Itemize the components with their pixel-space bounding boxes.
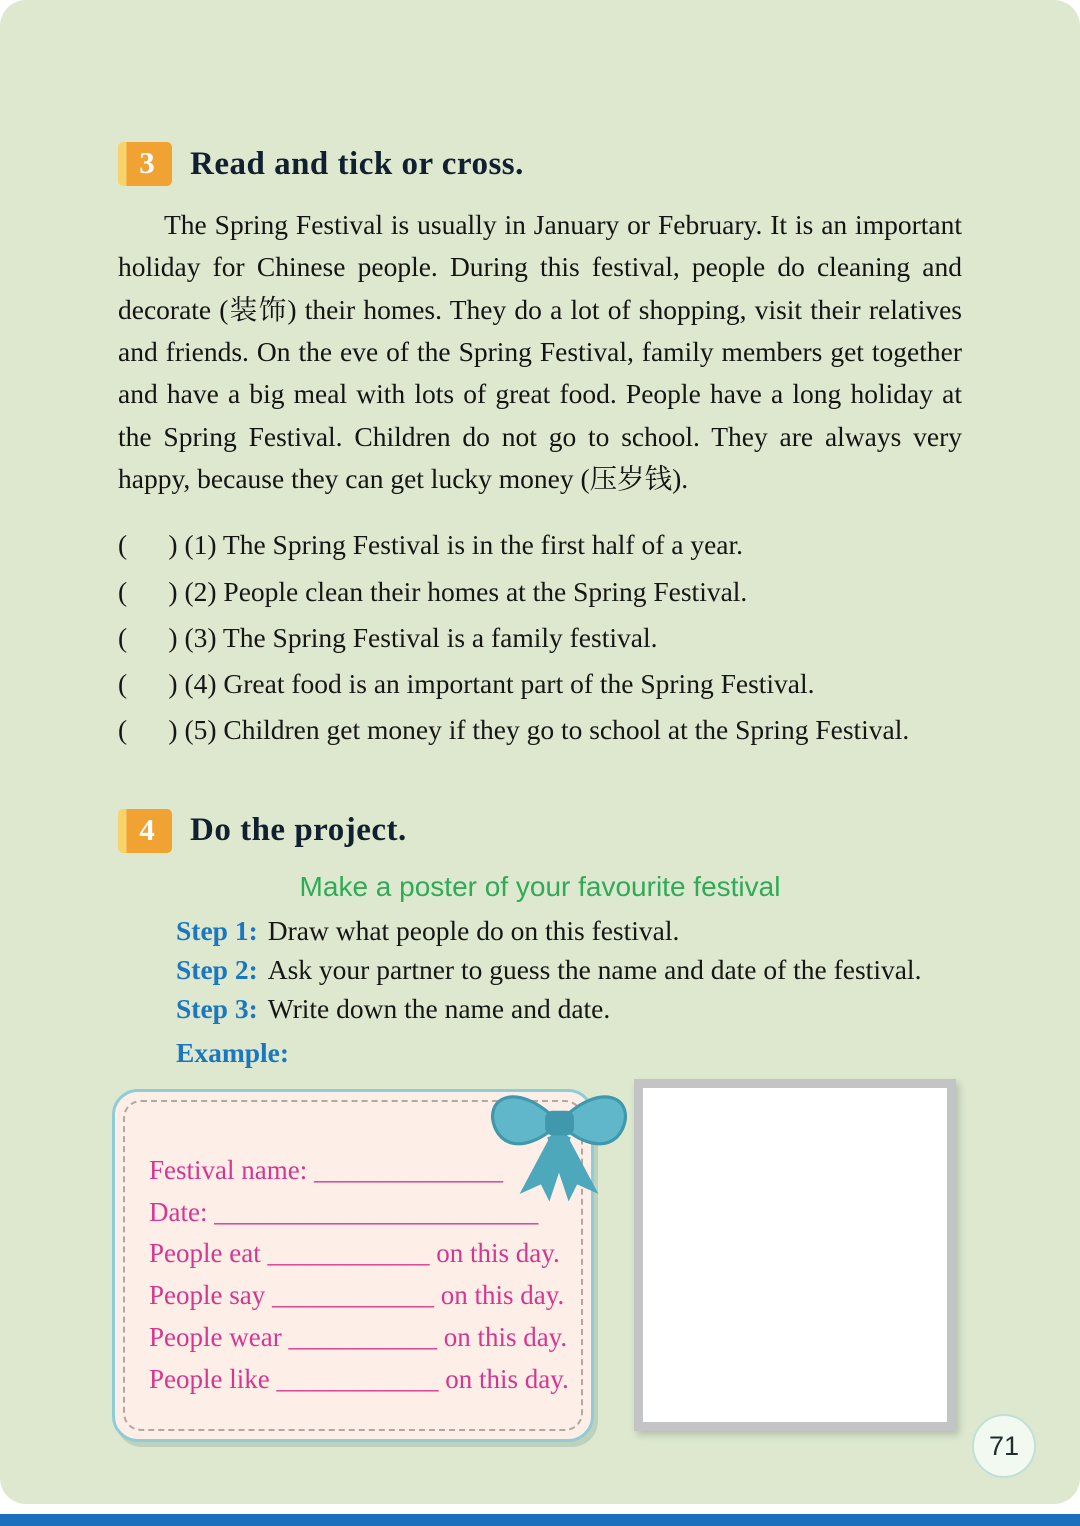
- step-text: Draw what people do on this festival.: [267, 914, 680, 946]
- reading-passage: The Spring Festival is usually in January or February. It is an important holiday for Chinese people. During this festival, people do cleaning and decorate (装饰) their homes. They do a lot of shopping, visit their relatives and friends. On the eve of the Spring Festival, family members get together and have a big meal with lots of great food. People have a long holiday at the Spring Festival. Children do not go to school. They are always very happy, because they can get lucky money (压岁钱).: [118, 209, 962, 495]
- ribbon-bow-icon: [479, 1068, 639, 1208]
- question-text: (2) People clean their homes at the Spring Festival.: [184, 575, 748, 607]
- step-label: Step 3:: [176, 992, 258, 1024]
- question-item: [118, 663, 962, 704]
- section-read-heading: [118, 142, 962, 186]
- festival-card: [112, 1089, 594, 1442]
- question-text: (4) Great food is an important part of the Spring Festival.: [184, 668, 815, 700]
- footer-bar: [0, 1514, 1080, 1526]
- step-item: [176, 915, 962, 947]
- section-do-the-project: [118, 809, 962, 1442]
- step-list: [176, 915, 962, 1025]
- question-item: [118, 617, 962, 658]
- example-area: [112, 1089, 962, 1442]
- step-text: Write down the name and date.: [267, 992, 611, 1024]
- question-item: [118, 524, 962, 565]
- question-list: [118, 524, 962, 750]
- drawing-area: [634, 1079, 956, 1431]
- section-project-title: Do the project.: [190, 812, 407, 849]
- section-number-badge: 4: [118, 809, 172, 853]
- project-subtitle: Make a poster of your favourite festival: [299, 870, 781, 902]
- step-text: Ask your partner to guess the name and date of the festival.: [267, 953, 922, 985]
- section-read-title: Read and tick or cross.: [190, 145, 524, 182]
- question-item: [118, 571, 962, 612]
- card-line-date: Date: ________________________: [149, 1196, 539, 1227]
- page-number-badge: 71: [972, 1414, 1036, 1478]
- example-label: Example:: [176, 1036, 290, 1068]
- question-text: (3) The Spring Festival is a family festival.: [184, 621, 658, 653]
- answer-bracket: ( ): [118, 714, 178, 746]
- card-line-people-wear: People wear ___________ on this day.: [149, 1322, 568, 1353]
- step-label: Step 2:: [176, 953, 258, 985]
- section-number-badge: 3: [118, 142, 172, 186]
- question-text: (1) The Spring Festival is in the first half of a year.: [184, 529, 743, 561]
- step-item: [176, 954, 962, 986]
- question-item: [118, 709, 962, 750]
- answer-bracket: ( ): [118, 668, 178, 700]
- step-item: [176, 993, 962, 1025]
- answer-bracket: ( ): [118, 575, 178, 607]
- card-line-people-eat: People eat ____________ on this day.: [149, 1238, 560, 1269]
- answer-bracket: ( ): [118, 621, 178, 653]
- section-project-heading: [118, 809, 962, 853]
- section-read-and-tick: [118, 142, 962, 751]
- card-line-people-like: People like ____________ on this day.: [149, 1363, 569, 1394]
- question-text: (5) Children get money if they go to school at the Spring Festival.: [184, 714, 910, 746]
- card-line-festival-name: Festival name: ______________: [149, 1154, 503, 1185]
- answer-bracket: ( ): [118, 529, 178, 561]
- step-label: Step 1:: [176, 914, 258, 946]
- card-line-people-say: People say ____________ on this day.: [149, 1280, 565, 1311]
